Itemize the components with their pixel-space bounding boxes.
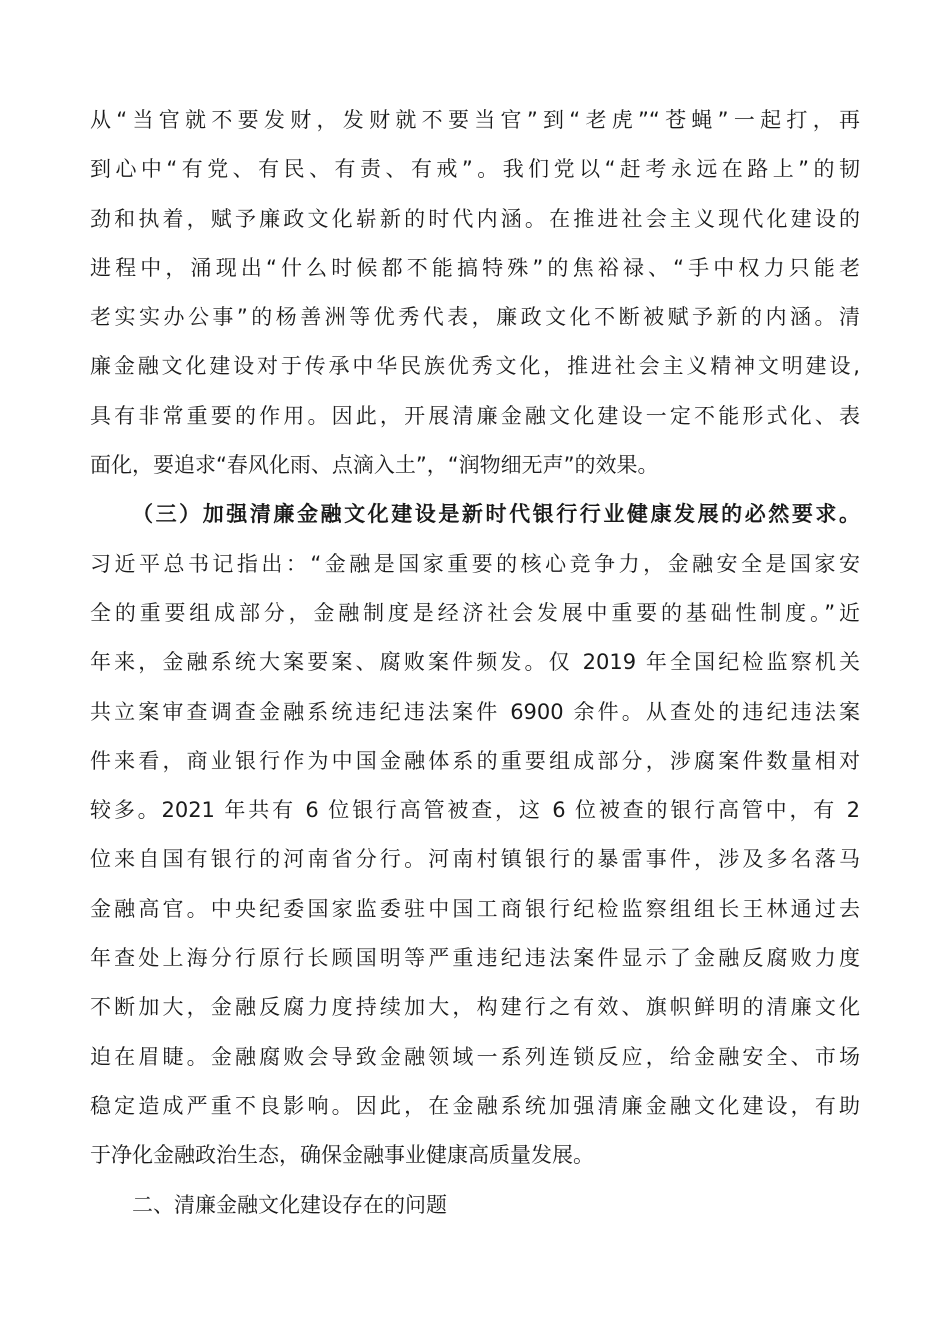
paragraph-line: 老实实办公事”的杨善洲等优秀代表，廉政文化不断被赋予新的内涵。清 bbox=[90, 305, 860, 330]
paragraph-line: 面化，要追求“春风化雨、点滴入土”，“润物细无声”的效果。 bbox=[90, 453, 659, 478]
paragraph-line: 廉金融文化建设对于传承中华民族优秀文化，推进社会主义精神文明建设, bbox=[90, 354, 860, 379]
paragraph-line: 不断加大，金融反腐力度持续加大，构建行之有效、旗帜鲜明的清廉文化 bbox=[90, 995, 860, 1020]
paragraph-line: 共立案审查调查金融系统违纪违法案件 6900 余件。从查处的违纪违法案 bbox=[90, 699, 860, 724]
paragraph-line: 从“当官就不要发财，发财就不要当官”到“老虎”“苍蝇”一起打，再 bbox=[90, 108, 860, 132]
paragraph-line: 较多。2021 年共有 6 位银行高管被查，这 6 位被查的银行高管中，有 2 bbox=[90, 798, 860, 823]
section-3 bbox=[90, 490, 860, 1180]
paragraph-line: 位来自国有银行的河南省分行。河南村镇银行的暴雷事件，涉及多名落马 bbox=[90, 847, 860, 872]
paragraph-line: 稳定造成严重不良影响。因此，在金融系统加强清廉金融文化建设，有助 bbox=[90, 1093, 860, 1118]
section-3-heading: （三）加强清廉金融文化建设是新时代银行行业健康发展的必然要求。 bbox=[132, 502, 860, 527]
paragraph-line: 进程中，涌现出“什么时候都不能搞特殊”的焦裕禄、“手中权力只能老 bbox=[90, 255, 860, 280]
paragraph-1 bbox=[90, 96, 860, 490]
paragraph-line: 于净化金融政治生态，确保金融事业健康高质量发展。 bbox=[90, 1143, 594, 1168]
paragraph-line: 年查处上海分行原行长顾国明等严重违纪违法案件显示了金融反腐败力度 bbox=[90, 946, 860, 971]
paragraph-line: 具有非常重要的作用。因此，开展清廉金融文化建设一定不能形式化、表 bbox=[90, 403, 860, 428]
paragraph-line: 年来，金融系统大案要案、腐败案件频发。仅 2019 年全国纪检监察机关 bbox=[90, 650, 860, 675]
section-heading-2: 二、清廉金融文化建设存在的问题 bbox=[132, 1192, 447, 1217]
paragraph-line: 到心中“有党、有民、有责、有戒”。我们党以“赶考永远在路上”的韧 bbox=[90, 157, 860, 182]
paragraph-line: 全的重要组成部分，金融制度是经济社会发展中重要的基础性制度。”近 bbox=[90, 600, 860, 625]
paragraph-line: 金融高官。中央纪委国家监委驻中国工商银行纪检监察组组长王林通过去 bbox=[90, 896, 860, 921]
paragraph-line: 件来看，商业银行作为中国金融体系的重要组成部分，涉腐案件数量相对 bbox=[90, 748, 860, 773]
paragraph-line: 习近平总书记指出：“金融是国家重要的核心竞争力，金融安全是国家安 bbox=[90, 551, 860, 576]
paragraph-line: 迫在眉睫。金融腐败会导致金融领域一系列连锁反应，给金融安全、市场 bbox=[90, 1044, 860, 1069]
paragraph-line: 劲和执着，赋予廉政文化崭新的时代内涵。在推进社会主义现代化建设的 bbox=[90, 206, 860, 231]
document-body bbox=[90, 96, 860, 1230]
